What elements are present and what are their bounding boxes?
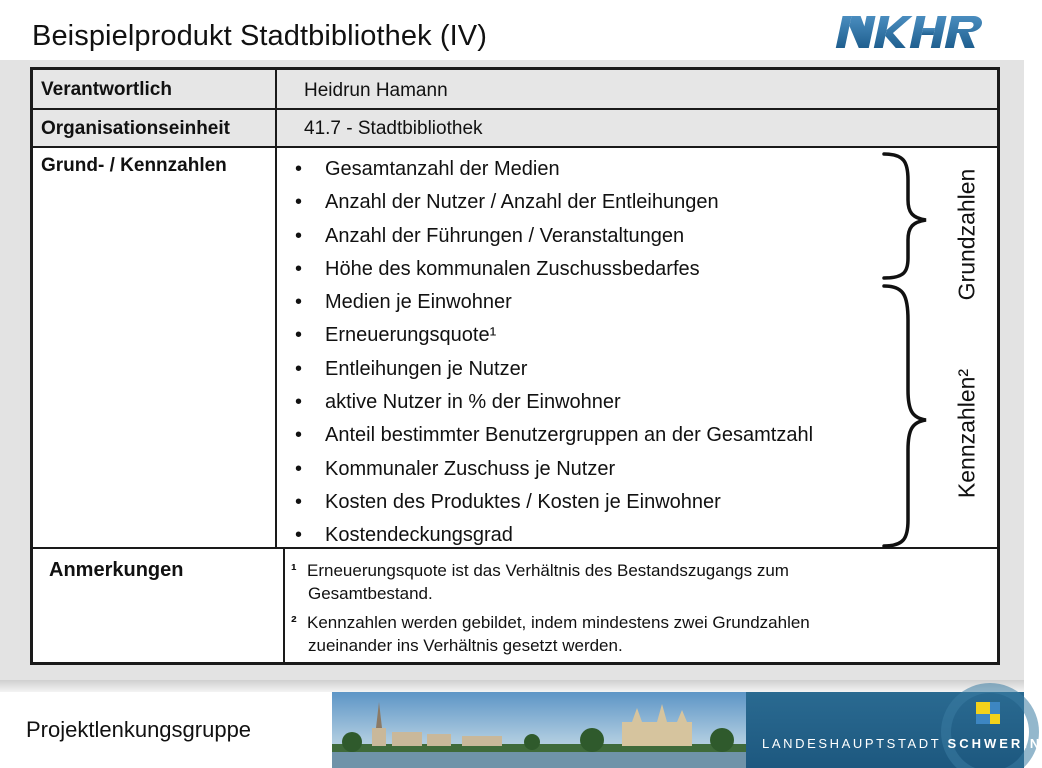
list-item — [295, 220, 813, 253]
list-item — [295, 486, 813, 519]
city-crest-icon — [932, 694, 1022, 766]
city-name-bold: SCHWERIN — [947, 736, 1042, 751]
list-item-text: Medien je Einwohner — [325, 291, 512, 314]
value-organisationseinheit: 41.7 - Stadtbibliothek — [304, 118, 483, 139]
list-item-text: Erneuerungsquote¹ — [325, 324, 497, 347]
city-photo — [332, 692, 746, 768]
list-item-text: aktive Nutzer in % der Einwohner — [325, 391, 621, 414]
bullet-icon: • — [295, 357, 303, 380]
city-prefix: LANDESHAUPTSTADT — [762, 736, 942, 751]
bullet-icon: • — [295, 457, 303, 480]
kennzahlen-list — [295, 153, 813, 553]
list-item-text: Entleihungen je Nutzer — [325, 357, 528, 380]
divider — [33, 146, 997, 148]
curly-brace-icons — [876, 80, 946, 548]
bullet-icon: • — [295, 524, 303, 547]
list-item-text: Gesamtanzahl der Medien — [325, 158, 560, 180]
bullet-icon: • — [295, 424, 303, 447]
note-2-line-2: zueinander ins Verhältnis gesetzt werden. — [308, 636, 623, 655]
list-item — [295, 186, 813, 219]
value-verantwortlich: Heidrun Hamann — [304, 80, 448, 101]
list-item-text: Kosten des Produktes / Kosten je Einwohner — [325, 490, 721, 513]
label-verantwortlich: Verantwortlich — [41, 79, 172, 100]
bullet-icon: • — [295, 158, 303, 180]
brace-kennzahlen-icon — [884, 286, 926, 546]
schwerin-branding — [746, 692, 1042, 768]
column-divider — [283, 547, 285, 665]
list-item-text: Anzahl der Führungen / Veranstaltungen — [325, 224, 685, 247]
list-item-text: Anteil bestimmter Benutzergruppen an der Gesamtzahl — [325, 424, 814, 447]
list-item — [295, 253, 813, 286]
note-1-line-2: Gesamtbestand. — [308, 584, 433, 603]
note-2-mark: ² — [291, 613, 297, 632]
city-name — [762, 736, 1042, 751]
list-item — [295, 419, 813, 452]
note-2 — [291, 611, 810, 657]
label-anmerkungen: Anmerkungen — [49, 559, 184, 581]
note-2-line-1: Kennzahlen werden gebildet, indem mindestens zwei Grundzahlen — [307, 613, 810, 632]
label-grund-kennzahlen: Grund- / Kennzahlen — [41, 155, 227, 176]
note-1 — [291, 559, 789, 605]
column-divider — [275, 70, 277, 547]
bullet-icon: • — [295, 257, 303, 280]
list-item — [295, 519, 813, 552]
bullet-icon: • — [295, 490, 303, 513]
side-label-kennzahlen: Kennzahlen² — [953, 368, 980, 499]
note-1-line-1: Erneuerungsquote ist das Verhältnis des Bestandszugangs zum — [307, 561, 789, 580]
list-item — [295, 286, 813, 319]
list-item-text: Kostendeckungsgrad — [325, 524, 513, 547]
divider — [33, 108, 997, 110]
list-item — [295, 453, 813, 486]
slide-title: Beispielprodukt Stadtbibliothek (IV) — [32, 20, 487, 52]
bullet-icon: • — [295, 224, 303, 247]
bullet-icon: • — [295, 324, 303, 347]
side-label-grundzahlen: Grundzahlen — [953, 168, 980, 301]
row-verantwortlich — [33, 70, 997, 108]
list-item-text: Kommunaler Zuschuss je Nutzer — [325, 457, 616, 480]
list-item — [295, 153, 813, 186]
brace-grundzahlen-icon — [884, 154, 926, 278]
list-item-text: Höhe des kommunalen Zuschussbedarfes — [325, 257, 700, 280]
bullet-icon: • — [295, 291, 303, 314]
label-organisationseinheit: Organisationseinheit — [41, 118, 230, 139]
note-1-mark: ¹ — [291, 561, 297, 580]
bullet-icon: • — [295, 391, 303, 414]
list-item — [295, 353, 813, 386]
list-item — [295, 319, 813, 352]
list-item-text: Anzahl der Nutzer / Anzahl der Entleihungen — [325, 191, 719, 214]
bullet-icon: • — [295, 191, 303, 214]
band-shadow — [0, 680, 1024, 692]
footer-label: Projektlenkungsgruppe — [26, 717, 252, 742]
product-table — [30, 67, 1000, 665]
nkhr-logo — [833, 14, 991, 50]
list-item — [295, 386, 813, 419]
